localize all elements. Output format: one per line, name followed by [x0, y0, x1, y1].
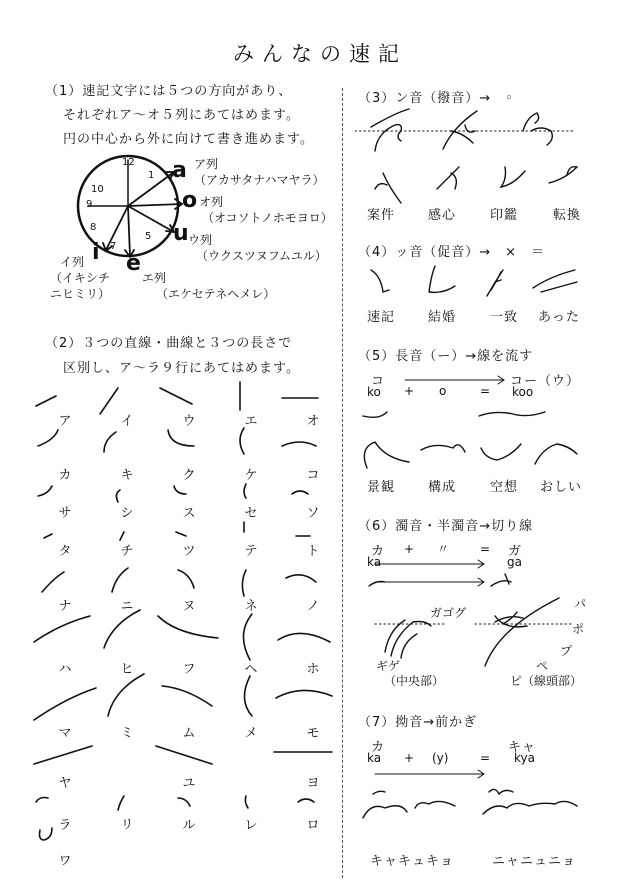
stroke-ho — [278, 633, 330, 642]
kana-mo: モ — [306, 726, 320, 741]
sec5-word-4: おしい — [540, 480, 583, 495]
sec7-word-1: キャキュキョ — [370, 854, 455, 869]
nyanyunyo-stroke — [483, 801, 577, 814]
ka-stroke-7 — [373, 791, 385, 794]
stroke-no — [286, 575, 316, 582]
sec4-word-3: 一致 — [490, 310, 519, 325]
sec4-heading: （4）ッ音（促音）→ × ＝ — [358, 245, 546, 260]
oshii-stroke — [535, 444, 577, 464]
ko-stroke — [363, 412, 387, 417]
u-row-kana: （ウクスツヌフムユル） — [196, 249, 327, 263]
e-row-kana: （エケセテネヘメレ） — [156, 287, 276, 301]
stroke-a — [36, 396, 56, 406]
e-arrow — [128, 206, 130, 256]
stroke-su — [174, 486, 186, 494]
ge-label: ギゲ — [376, 659, 401, 673]
clock-num-12: 12 — [122, 157, 135, 168]
stroke-ru — [178, 798, 190, 806]
sec5-word-3: 空想 — [490, 480, 519, 495]
sec7-word-2: ニャニュニョ — [492, 854, 577, 869]
stroke-he — [243, 614, 252, 660]
koo-stroke — [479, 412, 545, 416]
stroke-ya — [34, 746, 92, 764]
kana-he: ヘ — [244, 662, 258, 677]
sec4-word-2: 結婚 — [428, 310, 457, 325]
kana-ha: ハ — [58, 662, 72, 677]
kana-sa: サ — [58, 506, 72, 521]
stroke-ta — [44, 534, 52, 538]
sec2-line2: 区別し、ア～ラ９行にあてはめます。 — [63, 361, 300, 376]
sec6-mid: 〃 — [437, 542, 450, 556]
sec6-right: ガ — [508, 544, 523, 559]
kana-chi: チ — [120, 544, 134, 559]
clock-num-5: 5 — [145, 231, 152, 242]
anken-stroke-2 — [375, 173, 401, 203]
dakuon-center-stroke — [385, 620, 431, 658]
pu-label: プ — [560, 644, 573, 658]
sec5-left-roman: ko — [367, 385, 381, 399]
kana-o: オ — [306, 414, 320, 429]
sec7-heading: （7）拗音→前かぎ — [358, 715, 478, 730]
sec5-word-1: 景観 — [367, 480, 396, 495]
kana-u: ウ — [182, 414, 196, 429]
vowel-o: o — [182, 188, 198, 213]
stroke-mo — [276, 690, 332, 698]
sec7-left: カ — [371, 740, 386, 755]
stroke-mu — [162, 686, 212, 706]
ga-stroke — [491, 574, 511, 586]
sec6-heading: （6）濁音・半濁音→切り線 — [358, 519, 534, 534]
kana-so: ソ — [306, 506, 320, 521]
kana-mi: ミ — [120, 726, 134, 741]
pe-label: ペ — [536, 659, 549, 673]
kana-i: イ — [120, 414, 134, 429]
tenkan-stroke — [549, 167, 577, 183]
kana-ne: ネ — [244, 599, 258, 614]
o-arrow — [128, 204, 182, 206]
clock-num-10: 10 — [91, 184, 104, 195]
sec7-right-roman: kya — [514, 751, 535, 765]
sec3-heading: （3）ン音（撥音）→ ◦ — [358, 91, 514, 106]
kana-yo: ヨ — [306, 776, 320, 791]
kana-e: エ — [244, 414, 258, 429]
kana-ru: ル — [182, 818, 196, 833]
kana-ka: カ — [58, 468, 72, 483]
kekkon-stroke — [429, 266, 455, 292]
kanshin-stroke — [443, 111, 477, 149]
sec7-eq: = — [480, 751, 491, 765]
sec4-word-1: 速記 — [367, 310, 396, 325]
kana-tsu: ツ — [182, 544, 196, 559]
inkan-stroke-2 — [501, 167, 525, 187]
stroke-ro — [298, 799, 314, 802]
sec4-word-4: あった — [538, 310, 580, 325]
sec1-line1: （1）速記文字には５つの方向があり、 — [45, 84, 293, 99]
sokki-stroke — [371, 270, 389, 292]
stroke-re — [245, 796, 248, 808]
icchi-stroke — [487, 270, 503, 296]
inkan-stroke — [523, 113, 552, 145]
stroke-hi — [104, 610, 140, 648]
stroke-ha — [34, 616, 90, 642]
kana-me: メ — [244, 726, 258, 741]
stroke-tsu — [176, 532, 186, 536]
kana-su: ス — [182, 506, 196, 521]
stroke-wa — [40, 828, 53, 840]
kana-ke: ケ — [244, 468, 258, 483]
stroke-ku — [168, 430, 194, 446]
sec5-word-2: 構成 — [428, 480, 457, 495]
clock-num-9: 9 — [86, 199, 93, 210]
kousei-stroke — [421, 445, 465, 452]
kana-mu: ム — [182, 726, 196, 741]
stroke-fu — [158, 616, 218, 638]
atta-stroke — [533, 270, 577, 292]
po-label: ポ — [572, 622, 585, 636]
u-row-label: ウ列 — [188, 233, 213, 247]
kana-ya: ヤ — [58, 776, 72, 791]
sec6-left: カ — [371, 544, 386, 559]
kana-ku: ク — [182, 468, 196, 483]
a-row-label: ア列 — [194, 157, 219, 171]
center-label: （中央部） — [384, 674, 445, 688]
kana-shi: シ — [120, 506, 134, 521]
sec5-eq: = — [480, 384, 491, 398]
sec7-right: キャ — [508, 740, 537, 755]
sec7-mid: (y) — [432, 751, 449, 765]
kana-hi: ヒ — [120, 662, 134, 677]
sec5-right: コー（ウ） — [510, 374, 581, 389]
kya-stroke — [489, 789, 513, 794]
sec2-line1: （2）３つの直線・曲線と３つの長さで — [45, 336, 293, 351]
kana-se: セ — [244, 506, 258, 521]
a-row-kana: （アカサタナハマヤラ） — [194, 173, 325, 187]
kana-ni: ニ — [120, 599, 134, 614]
sec5-plus: + — [404, 384, 415, 398]
stroke-ni — [112, 568, 128, 592]
sec6-right-roman: ga — [507, 555, 522, 569]
stroke-me — [244, 676, 252, 716]
sec3-strokes — [355, 105, 595, 205]
sec5-mid: o — [439, 384, 447, 398]
sec3-word-4: 転換 — [553, 208, 582, 223]
sec7-left-roman: ka — [367, 751, 382, 765]
vowel-i: i — [92, 240, 100, 265]
i-row-kana2: ニヒミリ） — [50, 287, 111, 301]
kana-ri: リ — [120, 818, 134, 833]
sec3-word-1: 案件 — [367, 208, 396, 223]
stroke-na — [42, 572, 64, 592]
kana-ma: マ — [58, 726, 72, 741]
kyakyukyo-stroke — [363, 801, 455, 818]
stroke-sa — [38, 486, 52, 496]
kana-to: ト — [306, 544, 320, 559]
kanshin-stroke-2 — [437, 167, 459, 189]
kana-ro: ロ — [306, 818, 320, 833]
clock-num-1: 1 — [148, 170, 155, 181]
vowel-a: a — [172, 158, 187, 183]
sec4-strokes — [355, 262, 595, 307]
stroke-i — [100, 388, 118, 414]
sec5-heading: （5）長音（ー）→線を流す — [358, 349, 534, 364]
pa-label: パ — [574, 597, 587, 611]
stroke-se — [244, 484, 246, 498]
keikan-stroke — [364, 442, 409, 468]
sec5-right-roman: koo — [512, 385, 534, 399]
u-arrow — [128, 206, 174, 232]
stroke-ra — [36, 798, 48, 803]
sec7-strokes — [355, 762, 595, 842]
pi-label: ピ（線頭部） — [510, 674, 583, 688]
stroke-so — [292, 491, 308, 494]
kana-ko: コ — [306, 468, 320, 483]
sec1-line3: 円の中心から外に向けて書き進めます。 — [63, 132, 314, 147]
stroke-mi — [108, 674, 144, 716]
stroke-chi — [120, 532, 124, 540]
anken-stroke — [371, 109, 409, 151]
stroke-ma — [34, 688, 96, 720]
stroke-shi — [116, 490, 120, 502]
kana-no: ノ — [306, 599, 320, 614]
kana-wa: ワ — [58, 854, 72, 869]
ka-stroke — [369, 582, 385, 587]
kana-fu: フ — [182, 662, 196, 677]
stroke-ri — [118, 796, 124, 810]
sec1-line2: それぞれア～オ５列にあてはめます。 — [63, 108, 300, 123]
kana-a: ア — [58, 414, 72, 429]
kana-nu: ヌ — [182, 599, 196, 614]
kana-te: テ — [244, 544, 258, 559]
kana-yu: ユ — [182, 776, 196, 791]
kana-re: レ — [244, 818, 258, 833]
sec7-plus: + — [404, 751, 415, 765]
handakuon-head-stroke — [485, 598, 559, 666]
basic-strokes-chart — [0, 370, 340, 870]
clock-num-8: 8 — [90, 222, 97, 233]
kana-ki: キ — [120, 468, 134, 483]
stroke-nu — [178, 570, 194, 588]
stroke-ko — [282, 442, 316, 446]
sec6-eq: = — [480, 542, 491, 556]
sec6-left-roman: ka — [367, 555, 382, 569]
page-title: みんなの速記 — [233, 42, 407, 66]
i-row-label: イ列 — [60, 255, 85, 269]
clock-num-7: 7 — [110, 241, 117, 252]
kana-ra: ラ — [58, 818, 72, 833]
kana-na: ナ — [58, 599, 72, 614]
i-row-kana1: （イキシチ — [50, 271, 110, 285]
sec5-strokes — [355, 372, 595, 482]
kana-ho: ホ — [306, 662, 320, 677]
o-row-label: オ列 — [199, 195, 224, 209]
stroke-yu — [156, 746, 212, 764]
kuusou-stroke — [481, 444, 521, 460]
column-divider — [342, 88, 343, 878]
stroke-ki — [104, 432, 116, 452]
sec5-left: コ — [371, 374, 386, 389]
sec6-plus: + — [404, 542, 415, 556]
o-row-kana: （オコソトノホモヨロ） — [202, 211, 333, 225]
sec3-word-3: 印鑑 — [490, 208, 519, 223]
stroke-ka — [38, 430, 58, 446]
stroke-ke — [240, 428, 244, 454]
vowel-e: e — [126, 251, 141, 276]
vowel-u: u — [173, 221, 189, 246]
kana-ta: タ — [58, 544, 72, 559]
stroke-ne — [242, 570, 246, 596]
ga-label: ガゴグ — [430, 606, 467, 620]
e-row-label: エ列 — [142, 271, 167, 285]
stroke-u — [160, 388, 192, 404]
sec3-word-2: 感心 — [428, 208, 457, 223]
